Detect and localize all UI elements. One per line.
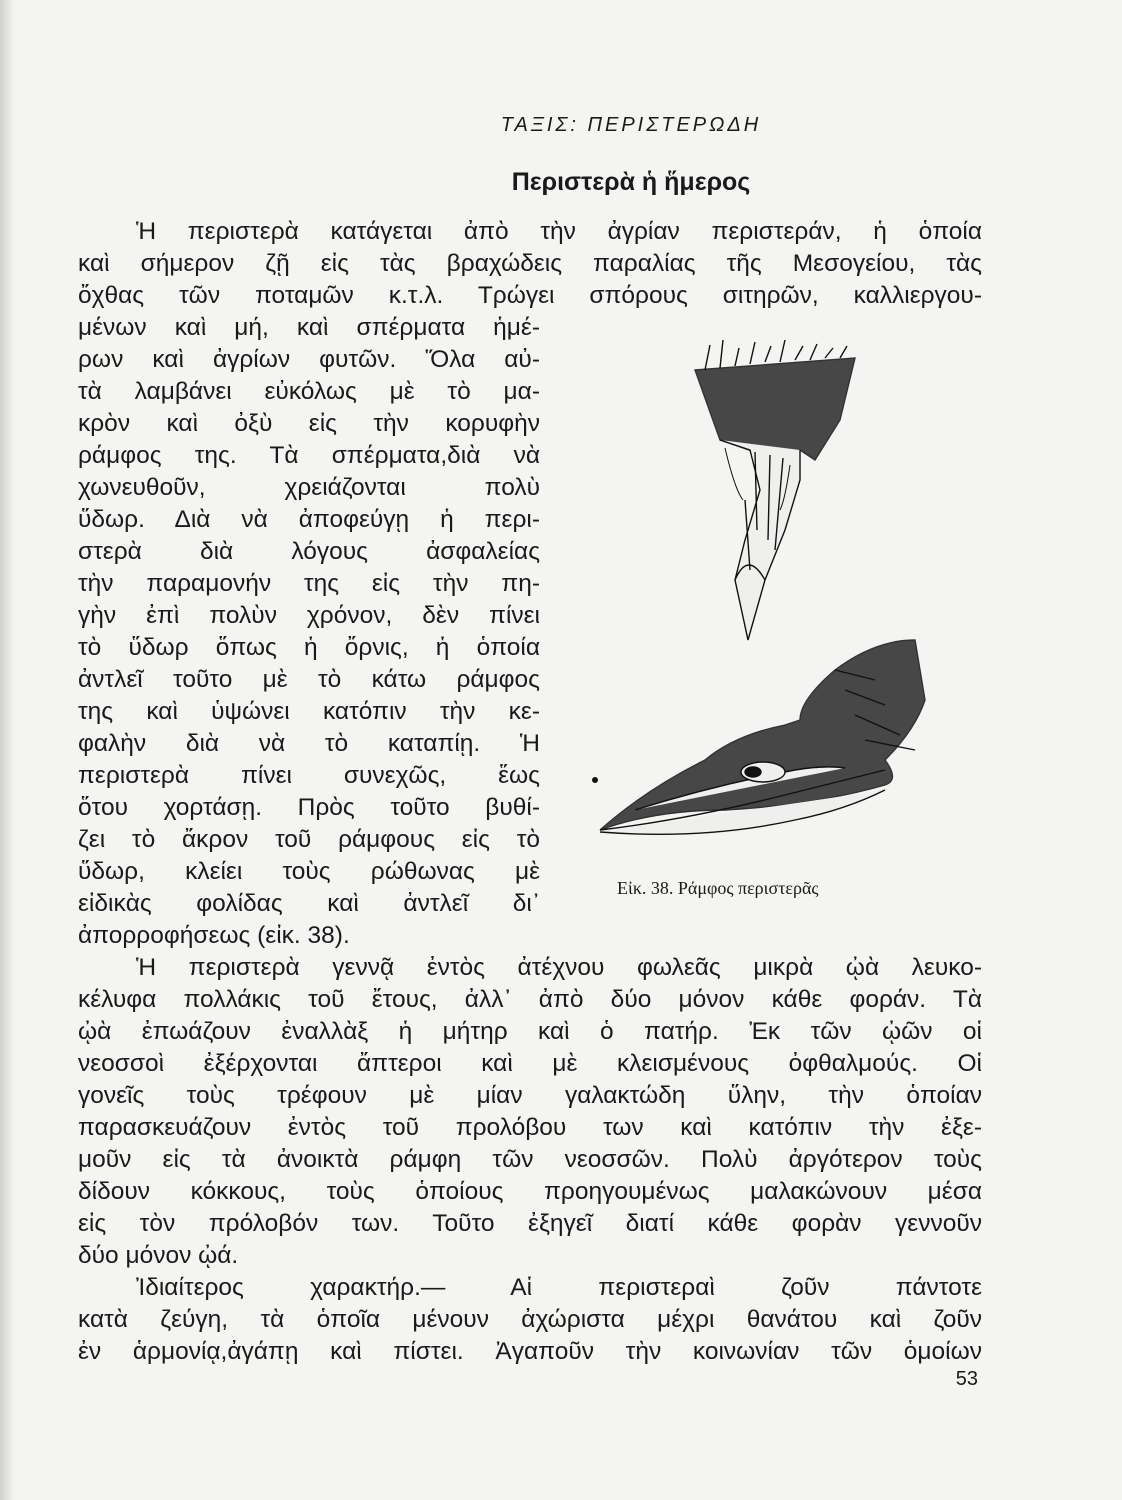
text-line: τὸ ὕδωρ ὅπως ἡ ὄρνις, ἡ ὁποία <box>78 634 540 661</box>
text-line: ράμφος της. Τὰ σπέρματα,διὰ νὰ <box>78 442 540 469</box>
text-line: νεοσσοὶ ἐξέρχονται ἄπτεροι καὶ μὲ κλεισμένους ὀφθαλμούς. Οἱ <box>78 1050 982 1077</box>
text-line: ὄχθας τῶν ποταμῶν κ.τ.λ. Τρώγει σπόρους σιτηρῶν, καλλιεργου- <box>78 282 982 309</box>
text-line: γονεῖς τοὺς τρέφουν μὲ μίαν γαλακτώδη ὕλην, τὴν ὁποίαν <box>78 1082 982 1109</box>
text-line: φαλὴν διὰ νὰ τὸ καταπίῃ. Ἡ <box>78 730 540 757</box>
text-line: ὕδωρ. Διὰ νὰ ἀποφεύγῃ ἡ περι- <box>78 506 540 533</box>
beak-drawing-icon <box>585 340 945 860</box>
text-line: τὴν παραμονήν της εἰς τὴν πη- <box>78 570 540 597</box>
text-line: περιστερὰ πίνει συνεχῶς, ἕως <box>78 762 540 789</box>
text-line: μένων καὶ μή, καὶ σπέρματα ἡμέ- <box>78 314 540 341</box>
text-line: Ἡ περιστερὰ κατάγεται ἀπὸ τὴν ἀγρίαν περιστεράν, ἡ ὁποία <box>136 218 982 245</box>
text-line: εἰς τὸν πρόλοβόν των. Τοῦτο ἐξηγεῖ διατί κάθε φορὰν γεννοῦν <box>78 1210 982 1237</box>
text-line: ἐν ἁρμονίᾳ,ἀγάπῃ καὶ πίστει. Ἀγαποῦν τὴν κοινωνίαν τῶν ὁμοίων <box>78 1338 982 1365</box>
text-line: δύο μόνον ᾠά. <box>78 1242 239 1269</box>
text-line: ἀντλεῖ τοῦτο μὲ τὸ κάτω ράμφος <box>78 666 540 693</box>
text-line: καὶ σήμερον ζῇ εἰς τὰς βραχώδεις παραλίας τῆς Μεσογείου, τὰς <box>78 250 982 277</box>
page-number: 53 <box>955 1368 978 1390</box>
running-head: ΤΑΞΙΣ: ΠΕΡΙΣΤΕΡΩΔΗ <box>500 114 762 136</box>
text-line: μοῦν εἰς τὰ ἀνοικτὰ ράμφη τῶν νεοσσῶν. Πολὺ ἀργότερον τοὺς <box>78 1146 982 1173</box>
section-title: Περιστερὰ ἡ ἥμερος <box>511 168 751 196</box>
text-line: ἀπορροφήσεως (εἰκ. 38). <box>78 922 350 949</box>
text-line: παρασκευάζουν ἐντὸς τοῦ προλόβου των καὶ κατόπιν τὴν ἐξε- <box>78 1114 982 1141</box>
text-line: ρων καὶ ἀγρίων φυτῶν. Ὅλα αὐ- <box>78 346 540 373</box>
text-line: κέλυφα πολλάκις τοῦ ἔτους, ἀλλ᾿ ἀπὸ δύο μόνον κάθε φοράν. Τὰ <box>78 986 982 1013</box>
text-line: ὕδωρ, κλείει τοὺς ρώθωνας μὲ <box>78 858 540 885</box>
text-line: εἰδικὰς φολίδας καὶ ἀντλεῖ δι᾿ <box>78 890 540 917</box>
text-line: ᾠὰ ἐπωάζουν ἐναλλὰξ ἡ μήτηρ καὶ ὁ πατήρ. Ἐκ τῶν ᾠῶν οἱ <box>78 1018 982 1045</box>
text-line: Ἡ περιστερὰ γεννᾷ ἐντὸς ἀτέχνου φωλεᾶς μικρὰ ᾠὰ λευκο- <box>136 954 982 981</box>
text-line: δίδουν κόκκους, τοὺς ὁποίους προηγουμένως μαλακώνουν μέσα <box>78 1178 982 1205</box>
figure-caption: Εἰκ. 38. Ράμφος περιστερᾶς <box>617 878 819 898</box>
text-line: της καὶ ὑψώνει κατόπιν τὴν κε- <box>78 698 540 725</box>
text-line: Ἰδιαίτερος χαρακτήρ.— Αἱ περιστεραὶ ζοῦν πάντοτε <box>136 1274 982 1301</box>
text-line: γὴν ἐπὶ πολὺν χρόνον, δὲν πίνει <box>78 602 540 629</box>
pigeon-beak-illustration <box>585 340 945 860</box>
text-line: κρὸν καὶ ὀξὺ εἰς τὴν κορυφὴν <box>78 410 540 437</box>
text-line: χωνευθοῦν, χρειάζονται πολὺ <box>78 474 540 501</box>
text-line: ζει τὸ ἄκρον τοῦ ράμφους εἰς τὸ <box>78 826 540 853</box>
text-line: κατὰ ζεύγη, τὰ ὁποῖα μένουν ἀχώριστα μέχρι θανάτου καὶ ζοῦν <box>78 1306 982 1333</box>
page-gutter-shadow <box>0 0 14 1500</box>
text-line: στερὰ διὰ λόγους ἀσφαλείας <box>78 538 540 565</box>
text-line: τὰ λαμβάνει εὐκόλως μὲ τὸ μα- <box>78 378 540 405</box>
text-line: ὅτου χορτάσῃ. Πρὸς τοῦτο βυθί- <box>78 794 540 821</box>
